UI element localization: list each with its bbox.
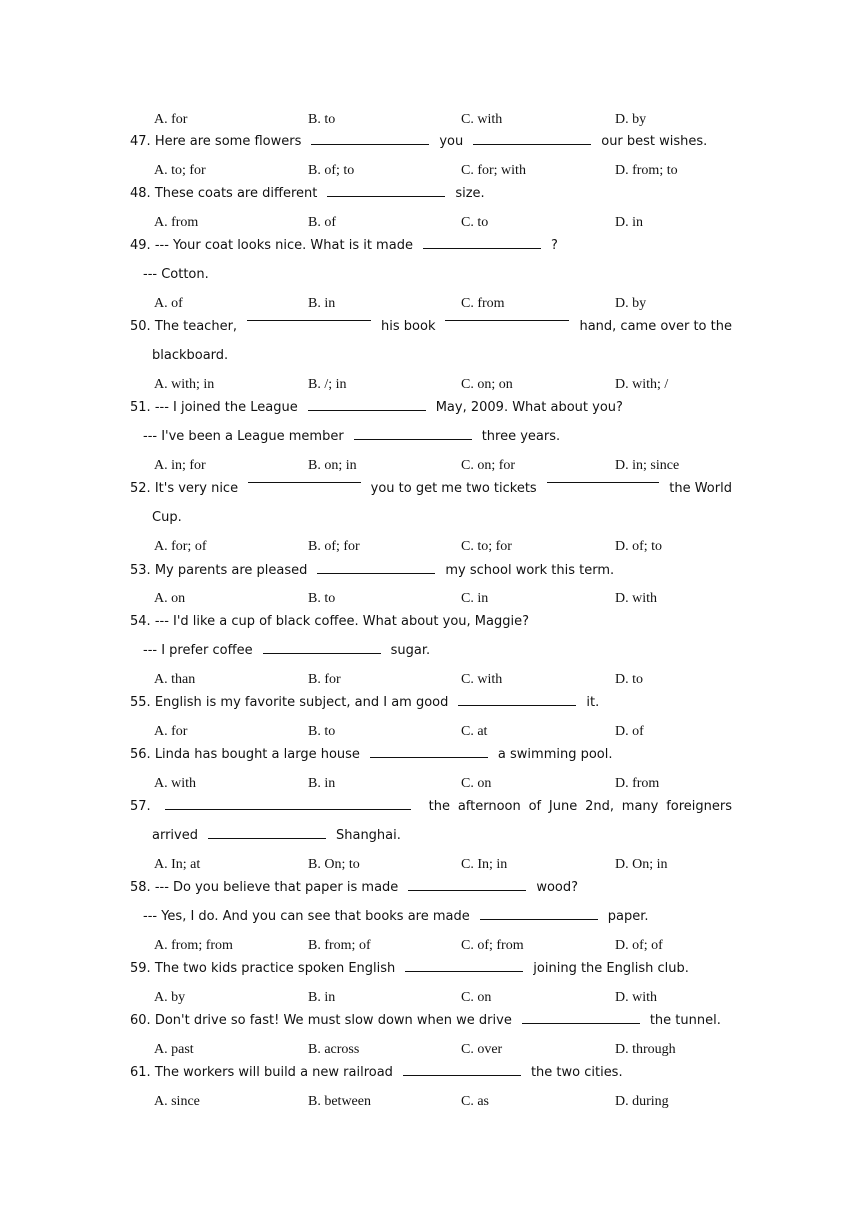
answer-blank[interactable] — [247, 319, 371, 321]
answer-option[interactable]: D. with — [615, 591, 657, 606]
question-text: his book — [381, 319, 436, 334]
answer-option[interactable]: D. through — [615, 1042, 676, 1057]
question-text: paper. — [607, 909, 649, 924]
answer-option[interactable]: B. of; for — [308, 539, 360, 554]
question-number: 52 — [130, 481, 147, 496]
answer-blank[interactable] — [408, 889, 526, 891]
question-text: the World — [669, 481, 732, 496]
answer-blank[interactable] — [354, 438, 472, 440]
question-text: 2nd, — [585, 799, 614, 814]
answer-option[interactable]: B. to — [308, 724, 336, 739]
question-text: --- I joined the League — [154, 400, 298, 415]
question-text: three years. — [481, 429, 561, 444]
question-text: size. — [455, 186, 485, 201]
answer-option[interactable]: A. to; for — [154, 163, 206, 178]
question-continuation — [143, 429, 745, 444]
answer-blank[interactable] — [317, 572, 435, 574]
answer-blank[interactable] — [458, 704, 576, 706]
answer-option[interactable]: B. in — [308, 990, 336, 1005]
question-lead: 57. — [130, 799, 421, 814]
question-number: 54 — [130, 614, 147, 629]
answer-option[interactable]: C. on; for — [461, 458, 516, 473]
answer-option[interactable]: A. for; of — [154, 539, 207, 554]
question-text: --- I prefer coffee — [143, 643, 253, 658]
answer-blank[interactable] — [473, 143, 591, 145]
answer-option[interactable]: B. across — [308, 1042, 360, 1057]
answer-option[interactable]: A. on — [154, 591, 186, 606]
answer-blank[interactable] — [263, 652, 381, 654]
answer-option[interactable]: D. from; to — [615, 163, 678, 178]
answer-blank[interactable] — [308, 409, 426, 411]
question-text: Linda has bought a large house — [154, 747, 360, 762]
question-number: 61 — [130, 1065, 147, 1080]
answer-option[interactable]: B. in — [308, 776, 336, 791]
question-continuation — [152, 510, 754, 525]
answer-blank[interactable] — [547, 481, 660, 483]
answer-option[interactable]: B. /; in — [308, 377, 347, 392]
question-text: you — [439, 134, 464, 149]
question-text: The workers will build a new railroad — [154, 1065, 393, 1080]
answer-option[interactable]: C. of; from — [461, 938, 524, 953]
question-text: It's very nice — [154, 481, 239, 496]
answer-blank[interactable] — [522, 1022, 640, 1024]
question-text: foreigners — [666, 799, 732, 814]
question-text: it. — [586, 695, 600, 710]
answer-option[interactable]: D. during — [615, 1094, 669, 1109]
answer-blank[interactable] — [445, 319, 569, 321]
answer-option[interactable]: D. in — [615, 215, 643, 230]
answer-blank[interactable] — [403, 1074, 521, 1076]
answer-option[interactable]: D. with; / — [615, 377, 669, 392]
question-text: the two cities. — [530, 1065, 623, 1080]
answer-option[interactable]: A. since — [154, 1094, 200, 1109]
answer-option[interactable]: B. of — [308, 215, 336, 230]
answer-option[interactable]: A. past — [154, 1042, 194, 1057]
answer-option[interactable]: C. in — [461, 591, 489, 606]
answer-option[interactable]: B. to — [308, 591, 336, 606]
answer-option[interactable]: C. In; in — [461, 857, 508, 872]
answer-option[interactable]: C. for; with — [461, 163, 526, 178]
answer-option[interactable]: B. of; to — [308, 163, 355, 178]
question-text: The two kids practice spoken English — [154, 961, 396, 976]
answer-option[interactable]: D. with — [615, 990, 657, 1005]
question-text: May, 2009. What about you? — [435, 400, 623, 415]
question-number: 48 — [130, 186, 147, 201]
question-number: 60 — [130, 1013, 147, 1028]
question-stem — [130, 481, 732, 496]
question-stem: 60. Don't drive so fast! We must slow down when we drive the tunnel. — [130, 1013, 721, 1028]
answer-option[interactable]: C. on — [461, 990, 492, 1005]
question-text: Cup. — [152, 510, 182, 525]
answer-option[interactable]: A. In; at — [154, 857, 201, 872]
question-stem: 59. The two kids practice spoken English joining the English club. — [130, 961, 689, 976]
answer-option[interactable]: A. with — [154, 776, 196, 791]
answer-option[interactable]: C. on — [461, 776, 492, 791]
question-number: 53 — [130, 563, 147, 578]
question-text: blackboard. — [152, 348, 229, 363]
answer-blank[interactable] — [208, 837, 326, 839]
question-number: 56 — [130, 747, 147, 762]
question-text: --- Yes, I do. And you can see that books are made — [143, 909, 470, 924]
question-number: 51 — [130, 400, 147, 415]
question-text: My parents are pleased — [154, 563, 308, 578]
answer-option[interactable]: D. of; to — [615, 539, 663, 554]
question-text: --- Your coat looks nice. What is it made — [154, 238, 413, 253]
question-text: June — [548, 799, 578, 814]
answer-option[interactable]: C. with — [461, 672, 503, 687]
answer-option[interactable]: C. to — [461, 215, 489, 230]
answer-option[interactable]: C. as — [461, 1094, 489, 1109]
question-number: 49 — [130, 238, 147, 253]
question-stem: 56. Linda has bought a large house a swimming pool. — [130, 747, 613, 762]
question-text: of — [528, 799, 542, 814]
question-text: my school work this term. — [445, 563, 615, 578]
question-continuation — [152, 348, 754, 363]
question-number: 55 — [130, 695, 147, 710]
question-stem: 55. English is my favorite subject, and I am good it. — [130, 695, 600, 710]
question-stem: 53. My parents are pleased my school work this term. — [130, 563, 615, 578]
answer-option[interactable]: D. of; of — [615, 938, 663, 953]
answer-option[interactable]: A. for — [154, 112, 188, 127]
question-stem: 47. Here are some flowers you our best wishes. — [130, 134, 708, 149]
question-stem — [130, 799, 732, 814]
answer-option[interactable]: C. on; on — [461, 377, 513, 392]
question-text: The teacher, — [154, 319, 238, 334]
question-stem: 61. The workers will build a new railroad the two cities. — [130, 1065, 623, 1080]
question-continuation — [143, 643, 745, 658]
answer-option[interactable]: D. in; since — [615, 458, 680, 473]
question-text: Shanghai. — [335, 828, 401, 843]
answer-option[interactable]: B. from; of — [308, 938, 371, 953]
question-text: afternoon — [457, 799, 521, 814]
answer-blank[interactable] — [327, 195, 445, 197]
question-text: hand, came over to the — [579, 319, 732, 334]
question-text: --- Cotton. — [143, 267, 209, 282]
question-text: the tunnel. — [649, 1013, 721, 1028]
answer-option[interactable]: D. of — [615, 724, 644, 739]
answer-blank[interactable] — [423, 247, 541, 249]
answer-option[interactable]: A. by — [154, 990, 186, 1005]
question-text: --- I've been a League member — [143, 429, 344, 444]
question-number: 58 — [130, 880, 147, 895]
question-stem: 58. --- Do you believe that paper is made wood? — [130, 880, 579, 895]
question-continuation — [143, 909, 745, 924]
answer-option[interactable]: D. to — [615, 672, 643, 687]
question-text: our best wishes. — [601, 134, 708, 149]
question-text: English is my favorite subject, and I am good — [154, 695, 449, 710]
answer-option[interactable]: A. for — [154, 724, 188, 739]
answer-option[interactable]: B. for — [308, 672, 341, 687]
question-text: wood? — [536, 880, 579, 895]
question-number: 47 — [130, 134, 147, 149]
answer-option[interactable]: A. from; from — [154, 938, 233, 953]
answer-option[interactable]: C. over — [461, 1042, 503, 1057]
question-text: Don't drive so fast! We must slow down when we drive — [154, 1013, 512, 1028]
answer-option[interactable]: C. to; for — [461, 539, 512, 554]
question-number: 57 — [130, 799, 147, 814]
answer-option[interactable]: B. on; in — [308, 458, 357, 473]
answer-blank[interactable] — [480, 918, 598, 920]
question-number: 59 — [130, 961, 147, 976]
question-stem: 49. --- Your coat looks nice. What is it made ? — [130, 238, 558, 253]
answer-blank[interactable] — [370, 756, 488, 758]
answer-option[interactable]: B. to — [308, 112, 336, 127]
question-text: joining the English club. — [533, 961, 689, 976]
question-text: ? — [550, 238, 558, 253]
answer-option[interactable]: B. in — [308, 296, 336, 311]
question-text: These coats are different — [154, 186, 318, 201]
question-text: many — [621, 799, 659, 814]
answer-blank[interactable] — [165, 808, 411, 810]
answer-option[interactable]: D. by — [615, 112, 647, 127]
question-lead: 52. It's very nice — [130, 481, 239, 496]
answer-option[interactable]: D. from — [615, 776, 660, 791]
question-text: arrived — [152, 828, 198, 843]
question-stem — [130, 319, 732, 334]
question-number: 50 — [130, 319, 147, 334]
answer-option[interactable]: B. between — [308, 1094, 371, 1109]
answer-option[interactable]: A. with; in — [154, 377, 215, 392]
answer-option[interactable]: D. by — [615, 296, 647, 311]
question-text: sugar. — [390, 643, 431, 658]
answer-option[interactable]: B. On; to — [308, 857, 360, 872]
answer-blank[interactable] — [248, 481, 361, 483]
question-text: --- Do you believe that paper is made — [154, 880, 399, 895]
answer-option[interactable]: A. than — [154, 672, 196, 687]
answer-option[interactable]: D. On; in — [615, 857, 668, 872]
answer-option[interactable]: C. from — [461, 296, 505, 311]
question-continuation — [152, 828, 754, 843]
question-stem: 54. --- I'd like a cup of black coffee. What about you, Maggie? — [130, 614, 529, 629]
answer-blank[interactable] — [311, 143, 429, 145]
answer-blank[interactable] — [405, 970, 523, 972]
question-continuation — [143, 267, 745, 282]
answer-option[interactable]: C. at — [461, 724, 488, 739]
answer-option[interactable]: A. of — [154, 296, 183, 311]
question-lead: 50. The teacher, — [130, 319, 238, 334]
question-text: --- I'd like a cup of black coffee. What about you, Maggie? — [154, 614, 529, 629]
question-text: the — [428, 799, 450, 814]
answer-option[interactable]: A. in; for — [154, 458, 206, 473]
question-text: you to get me two tickets — [370, 481, 537, 496]
answer-option[interactable]: C. with — [461, 112, 503, 127]
question-text: a swimming pool. — [497, 747, 613, 762]
question-text: Here are some flowers — [154, 134, 302, 149]
question-stem: 51. --- I joined the League May, 2009. What about you? — [130, 400, 623, 415]
answer-option[interactable]: A. from — [154, 215, 199, 230]
question-stem: 48. These coats are different size. — [130, 186, 485, 201]
